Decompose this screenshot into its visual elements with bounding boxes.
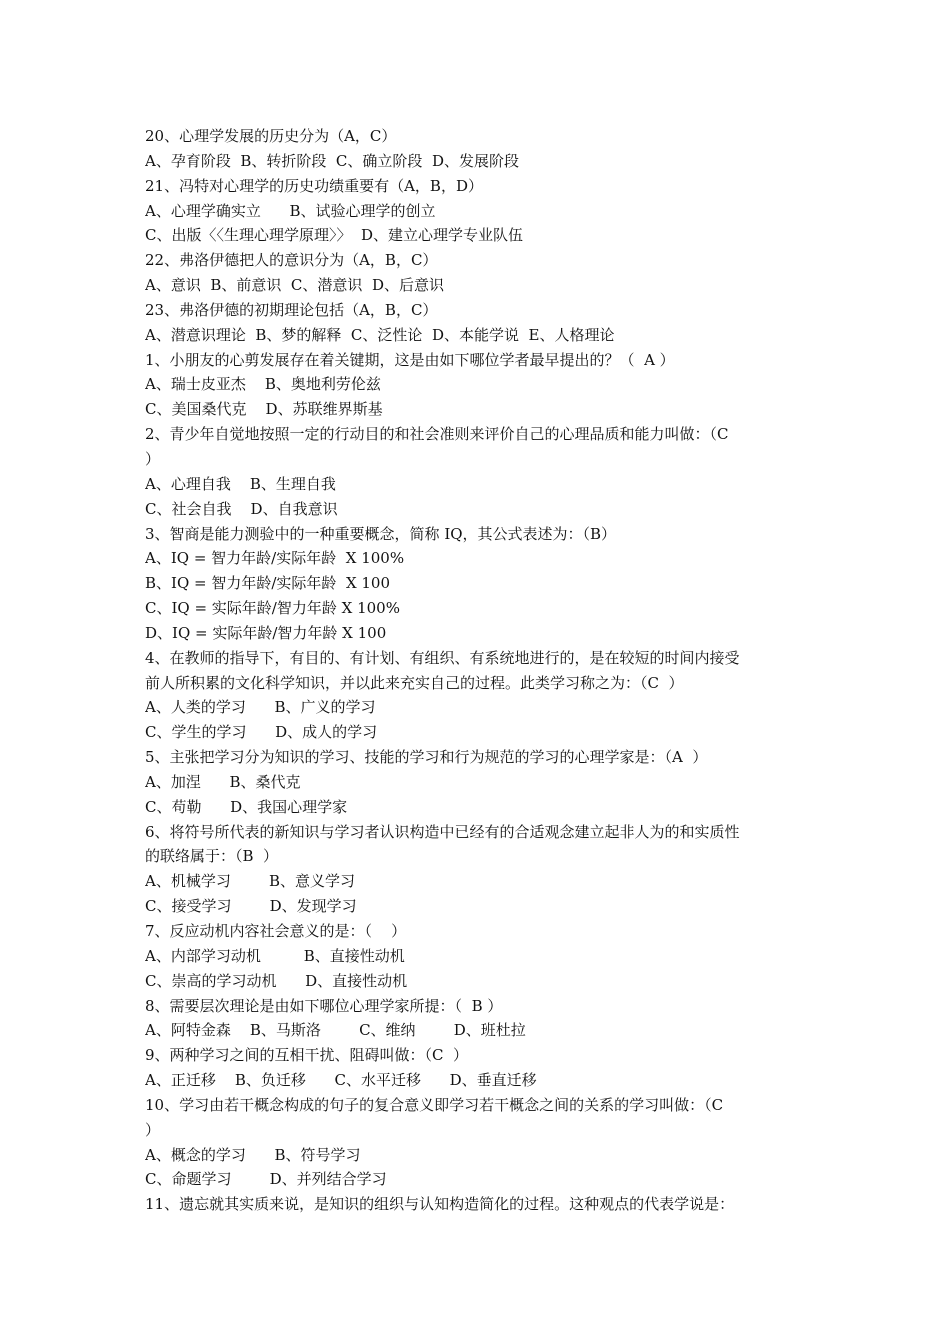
text-line: 前人所积累的文化科学知识，并以此来充实自己的过程。此类学习称之为：（C ） — [145, 673, 684, 692]
text-line: 9、两种学习之间的互相干扰、阻碍叫做：（C ） — [145, 1046, 469, 1065]
text-line: 22、弗洛伊德把人的意识分为（A，B，C） — [145, 251, 438, 270]
text-line: A、孕育阶段 B、转折阶段 C、确立阶段 D、发展阶段 — [145, 151, 519, 170]
text-line: A、意识 B、前意识 C、潜意识 D、后意识 — [145, 276, 444, 295]
text-line: 21、冯特对心理学的历史功绩重要有（A，B，D） — [145, 176, 483, 195]
text-line: 3、智商是能力测验中的一种重要概念，简称 IQ，其公式表述为：（B） — [145, 524, 617, 543]
text-line: 23、弗洛伊德的初期理论包括（A，B，C） — [145, 300, 438, 319]
text-line: A、加涅 B、桑代克 — [145, 772, 301, 791]
text-line: A、人类的学习 B、广义的学习 — [145, 698, 376, 717]
text-line: C、命题学习 D、并列结合学习 — [145, 1170, 387, 1189]
text-line: 11、遗忘就其实质来说，是知识的组织与认知构造简化的过程。这种观点的代表学说是： — [145, 1195, 735, 1214]
text-line: B、IQ = 智力年龄/实际年龄 X 100 — [145, 574, 391, 593]
text-line: A、机械学习 B、意义学习 — [145, 872, 356, 891]
text-line: A、IQ = 智力年龄/实际年龄 X 100% — [145, 549, 405, 568]
text-line: ） — [145, 449, 161, 468]
text-line: C、美国桑代克 D、苏联维界斯基 — [145, 400, 383, 419]
text-line: 5、主张把学习分为知识的学习、技能的学习和行为规范的学习的心理学家是：（A ） — [145, 748, 708, 767]
text-line: C、IQ = 实际年龄/智力年龄 X 100% — [145, 599, 400, 618]
text-line: A、心理学确实立 B、试验心理学的创立 — [145, 201, 436, 220]
text-line: A、正迁移 B、负迁移 C、水平迁移 D、垂直迁移 — [145, 1071, 537, 1090]
text-line: A、概念的学习 B、符号学习 — [145, 1145, 361, 1164]
text-line: A、内部学习动机 B、直接性动机 — [145, 946, 405, 965]
text-line: ） — [145, 1120, 161, 1139]
text-line: C、出版〈〈生理心理学原理〉〉 D、建立心理学专业队伍 — [145, 226, 524, 245]
text-line: 2、青少年自觉地按照一定的行动目的和社会准则来评价自己的心理品质和能力叫做：（C — [145, 425, 729, 444]
text-line: C、接受学习 D、发现学习 — [145, 897, 357, 916]
text-line: A、瑞士皮亚杰 B、奥地利劳伦兹 — [145, 375, 381, 394]
text-line: 10、学习由若干概念构成的句子的复合意义即学习若干概念之间的关系的学习叫做：（C — [145, 1095, 724, 1114]
text-line: 20、心理学发展的历史分为（A，C） — [145, 127, 397, 145]
text-line: C、学生的学习 D、成人的学习 — [145, 723, 378, 742]
text-line: A、心理自我 B、生理自我 — [145, 474, 336, 493]
text-line: 8、需要层次理论是由如下哪位心理学家所提：（ B ） — [145, 996, 503, 1015]
text-line: 的联络属于：（B ） — [145, 847, 279, 866]
text-line: D、IQ = 实际年龄/智力年龄 X 100 — [145, 623, 387, 642]
text-line: C、苟勒 D、我国心理学家 — [145, 797, 348, 816]
text-line: 4、在教师的指导下，有目的、有计划、有组织、有系统地进行的，是在较短的时间内接受 — [145, 648, 740, 667]
text-line: 6、将符号所代表的新知识与学习者认识构造中已经有的合适观念建立起非人为的和实质性 — [145, 822, 740, 841]
text-line: 1、小朋友的心剪发展存在着关键期，这是由如下哪位学者最早提出的？（ A ） — [145, 350, 675, 369]
text-line: A、阿特金森 B、马斯洛 C、维纳 D、班杜拉 — [145, 1021, 526, 1040]
text-line: C、社会自我 D、自我意识 — [145, 499, 338, 518]
text-line: C、崇高的学习动机 D、直接性动机 — [145, 971, 408, 990]
text-line: A、潜意识理论 B、梦的解释 C、泛性论 D、本能学说 E、人格理论 — [145, 325, 615, 344]
document-body — [145, 124, 810, 1217]
text-line: 7、反应动机内容社会意义的是：（ ） — [145, 922, 407, 940]
